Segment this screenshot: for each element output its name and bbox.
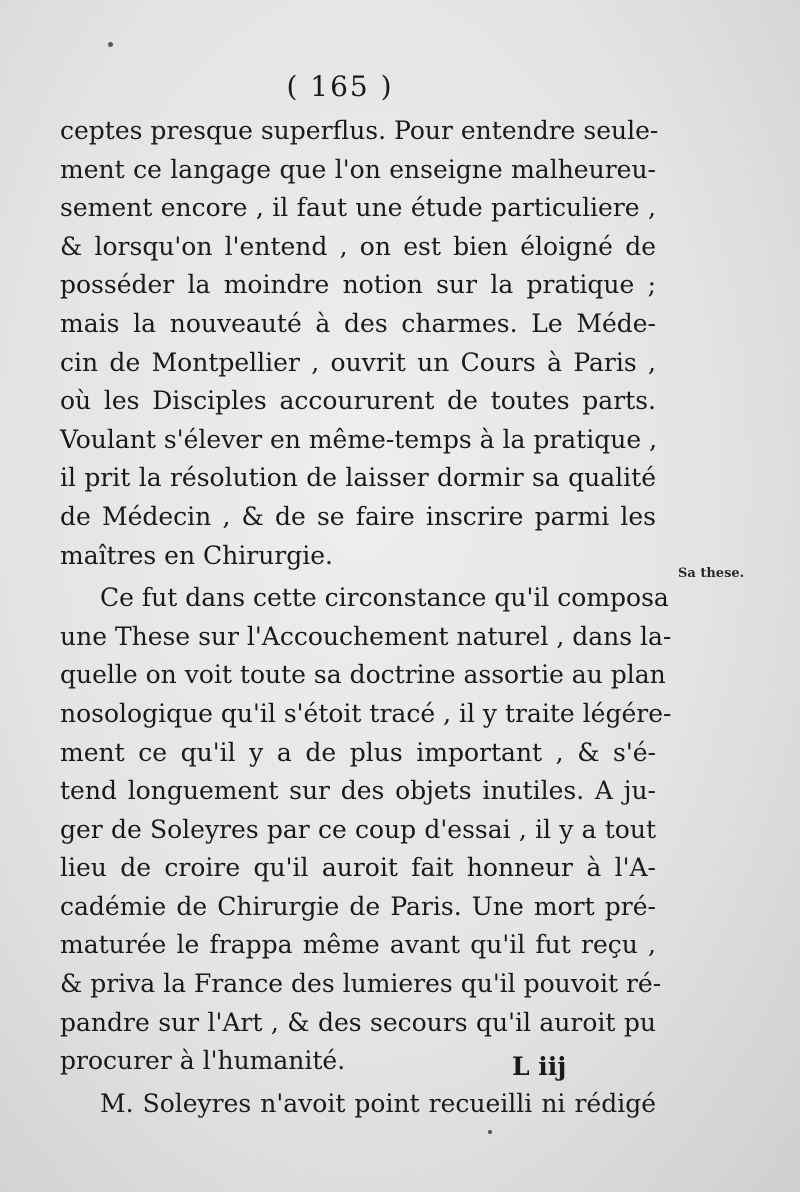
page-number: ( 165 ) [286,70,394,103]
body-text [60,112,672,1123]
text-line: maturée le frappa même avant qu'il fut reçu , [60,930,656,960]
text-line: sement encore , il faut une étude particuliere , [60,193,656,223]
ink-speck [488,1130,492,1134]
text-line: procurer à l'humanité. [60,1046,346,1076]
text-line: Voulant s'élever en même-temps à la pratique , [60,424,658,454]
text-line: pandre sur l'Art , & des secours qu'il auroit pu [60,1007,656,1037]
text-line: il prit la résolution de laisser dormir sa qualité [60,463,656,493]
text-line: une These sur l'Accouchement naturel , dans la- [60,621,672,651]
paragraph-start-line: Ce fut dans cette circonstance qu'il composa [100,583,669,613]
text-line: cadémie de Chirurgie de Paris. Une mort pré- [60,891,656,921]
margin-note: Sa these. [678,566,745,581]
text-line: ment ce qu'il y a de plus important , & s'é- [60,737,656,767]
text-line: lieu de croire qu'il auroit fait honneur à l'A- [60,853,656,883]
paragraph-start-line: M. Soleyres n'avoit point recueilli ni rédigé [100,1088,656,1118]
text-line: cin de Montpellier , ouvrit un Cours à Paris , [60,347,656,377]
text-line: de Médecin , & de se faire inscrire parmi les [60,501,656,531]
signature-mark: L iij [512,1052,567,1081]
text-line: & priva la France des lumieres qu'il pouvoit ré- [60,969,662,999]
text-line: ceptes presque superflus. Pour entendre seule- [60,116,659,145]
text-line: maîtres en Chirurgie. [60,540,333,570]
text-line: tend longuement sur des objets inutiles. A ju- [60,776,656,806]
text-line: & lorsqu'on l'entend , on est bien éloigné de [60,231,656,261]
text-line: ment ce langage que l'on enseigne malheureu- [60,154,656,184]
text-line: quelle on voit toute sa doctrine assortie au plan [60,660,666,690]
ink-speck [108,42,113,47]
text-line: posséder la moindre notion sur la pratique ; [60,270,656,300]
text-line: nosologique qu'il s'étoit tracé , il y traite légére- [60,698,672,728]
text-line: où les Disciples accoururent de toutes parts. [60,386,656,416]
text-line: ger de Soleyres par ce coup d'essai , il y a tout [60,814,656,844]
text-line: mais la nouveauté à des charmes. Le Méde- [60,308,656,338]
